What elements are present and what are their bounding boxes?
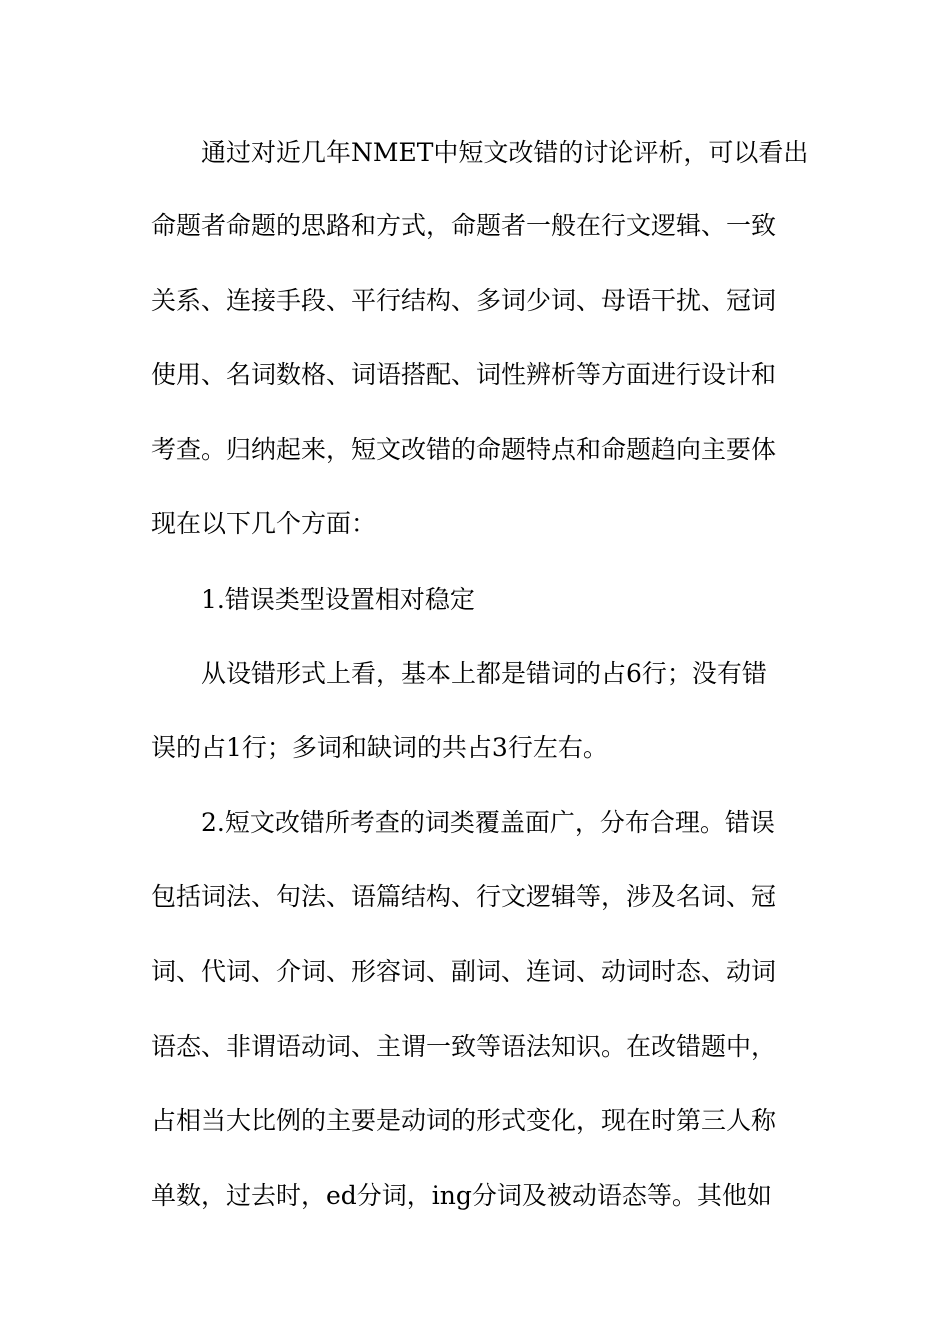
paragraph-2-line-2: 误的占1行；多词和缺词的共占3行左右。: [151, 733, 608, 762]
paragraph-1-line-1: 通过对近几年NMET中短文改错的讨论评析，可以看出: [201, 138, 809, 167]
paragraph-3-line-1: 2.短文改错所考查的词类覆盖面广，分布合理。错误: [201, 808, 775, 837]
paragraph-3-line-5: 占相当大比例的主要是动词的形式变化，现在时第三人称: [151, 1106, 777, 1135]
paragraph-2-line-1: 从设错形式上看，基本上都是错词的占6行；没有错: [201, 659, 767, 688]
paragraph-3-line-6: 单数，过去时，ed分词，ing分词及被动语态等。其他如: [151, 1181, 772, 1210]
paragraph-1-line-4: 使用、名词数格、词语搭配、词性辨析等方面进行设计和: [151, 360, 777, 389]
paragraph-1-line-6: 现在以下几个方面：: [151, 509, 377, 538]
paragraph-1-line-2: 命题者命题的思路和方式，命题者一般在行文逻辑、一致: [151, 211, 777, 240]
paragraph-1-line-5: 考查。归纳起来，短文改错的命题特点和命题趋向主要体: [151, 435, 777, 464]
paragraph-3-line-3: 词、代词、介词、形容词、副词、连词、动词时态、动词: [151, 957, 777, 986]
paragraph-3-line-2: 包括词法、句法、语篇结构、行文逻辑等，涉及名词、冠: [151, 882, 777, 911]
paragraph-1-line-3: 关系、连接手段、平行结构、多词少词、母语干扰、冠词: [151, 286, 777, 315]
section-heading-1: 1.错误类型设置相对稳定: [201, 585, 475, 614]
paragraph-3-line-4: 语态、非谓语动词、主谓一致等语法知识。在改错题中，: [151, 1032, 777, 1061]
